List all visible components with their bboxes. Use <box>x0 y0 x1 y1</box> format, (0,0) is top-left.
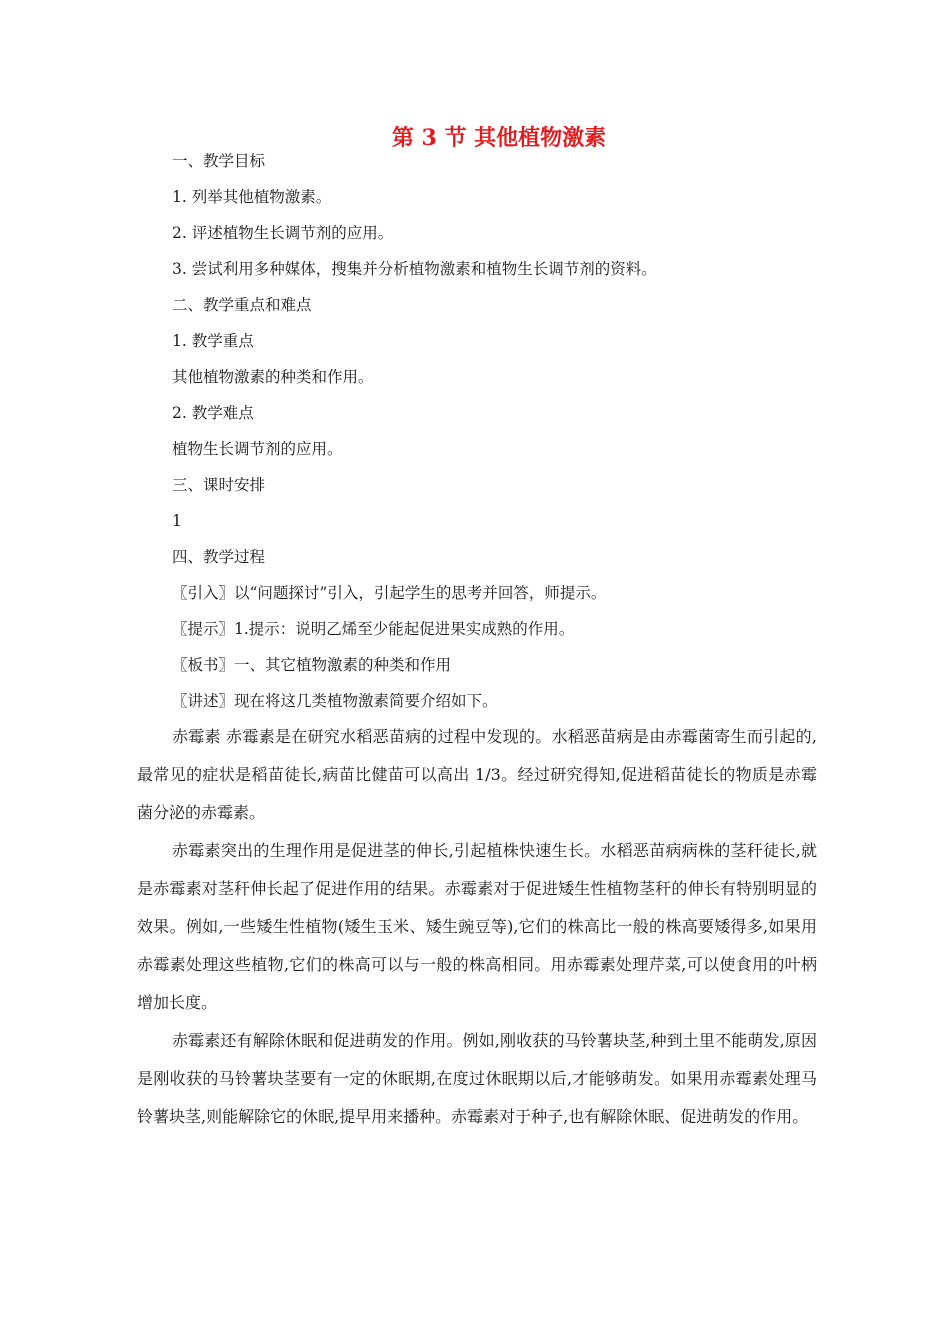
process-lecture: 〖讲述〗现在将这几类植物激素简要介绍如下。 <box>172 692 498 710</box>
schedule-value: 1 <box>172 512 182 530</box>
process-hint: 〖提示〗1.提示：说明乙烯至少能起促进果实成熟的作用。 <box>172 620 575 638</box>
section-heading-key-points: 二、教学重点和难点 <box>172 296 312 314</box>
paragraph-gibberellin-discovery: 赤霉素 赤霉素是在研究水稻恶苗病的过程中发现的。水稻恶苗病是由赤霉菌寄生而引起的,最常见的症状是稻苗徒长,病苗比健苗可以高出 1/3。经过研究得知,促进稻苗徒长的物质是赤霉菌分泌的赤霉素。 <box>137 727 817 822</box>
process-board-writing: 〖板书〗一、其它植物激素的种类和作用 <box>172 656 452 674</box>
paragraph-gibberellin-dormancy: 赤霉素还有解除休眠和促进萌发的作用。例如,刚收获的马铃薯块茎,种到土里不能萌发,原因是刚收获的马铃薯块茎要有一定的休眠期,在度过休眠期以后,才能够萌发。如果用赤霉素处理马铃薯块茎,则能解除它的休眠,提早用来播种。赤霉素对于种子,也有解除休眠、促进萌发的作用。 <box>137 1031 817 1126</box>
subheading-key-point: 1. 教学重点 <box>172 332 254 350</box>
objective-item-2: 2. 评述植物生长调节剂的应用。 <box>172 224 394 242</box>
section-heading-schedule: 三、课时安排 <box>172 476 266 494</box>
objective-item-1: 1. 列举其他植物激素。 <box>172 188 332 206</box>
paragraph-gibberellin-stem-elongation: 赤霉素突出的生理作用是促进茎的伸长,引起植株快速生长。水稻恶苗病病株的茎秆徒长,就是赤霉素对茎秆伸长起了促进作用的结果。赤霉素对于促进矮生性植物茎秆的伸长有特别明显的效果。例如,一些矮生性植物(矮生玉米、矮生豌豆等),它们的株高比一般的株高要矮得多,如果用赤霉素处理这些植物,它们的株高可以与一般的株高相同。用赤霉素处理芹菜,可以使食用的叶柄增加长度。 <box>137 841 817 1012</box>
subheading-difficulty: 2. 教学难点 <box>172 404 254 422</box>
difficulty-text: 植物生长调节剂的应用。 <box>172 440 343 458</box>
section-heading-objectives: 一、教学目标 <box>172 152 266 170</box>
objective-item-3: 3. 尝试利用多种媒体，搜集并分析植物激素和植物生长调节剂的资料。 <box>172 260 657 278</box>
process-introduction: 〖引入〗以“问题探讨”引入，引起学生的思考并回答，师提示。 <box>172 584 607 602</box>
key-point-text: 其他植物激素的种类和作用。 <box>172 368 374 386</box>
page-title: 第 3 节 其他植物激素 <box>391 125 607 151</box>
section-heading-process: 四、教学过程 <box>172 548 266 566</box>
